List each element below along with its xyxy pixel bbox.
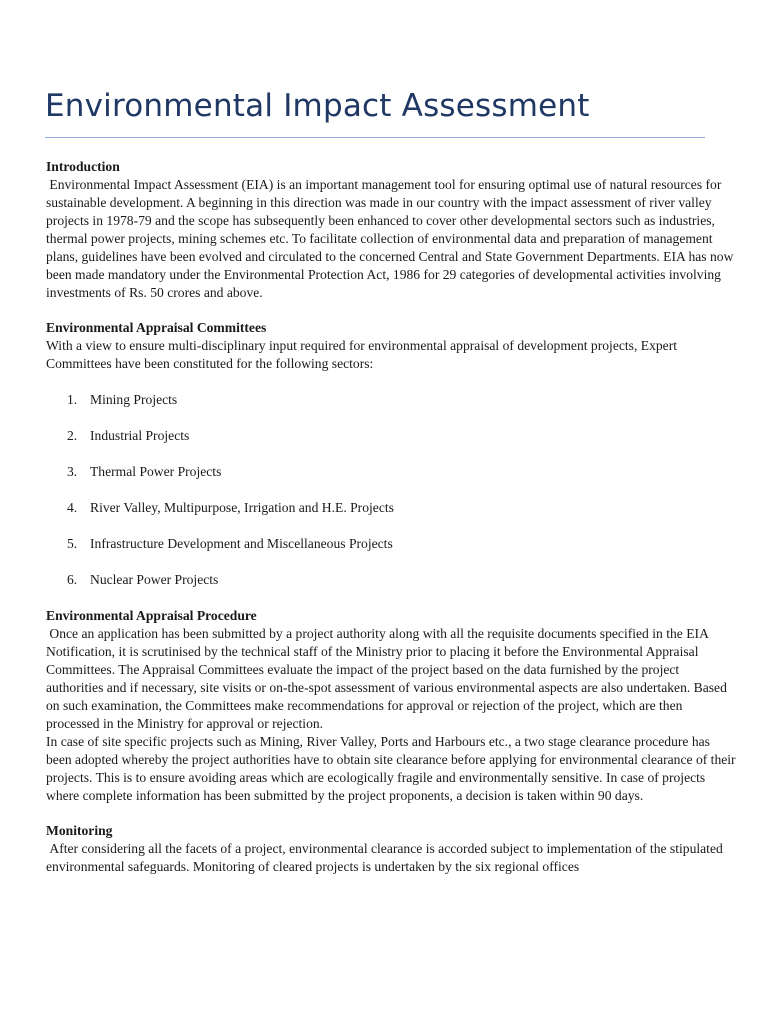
paragraph: Once an application has been submitted by a project authority along with all the requisite documents specified in the EIA Notification, it is scrutinised by the technical staff of the Ministry prior to placing it before the Environmental Appraisal Committees. The Appraisal Committees evaluate the impact of the project based on the data furnished by the project authorities and if necessary, site visits or on-the-spot assessment of various environmental aspects are also undertaken. Based on such examination, the Committees make recommendations for approval or rejection of the project, which are then processed in the Ministry for approval or rejection. — [46, 626, 727, 731]
paragraph: In case of site specific projects such as Mining, River Valley, Ports and Harbours etc., a two stage clearance procedure has been adopted whereby the project authorities have to obtain site clearance before applying for environmental clearance of their projects. This is to ensure avoiding areas which are ecologically fragile and environmentally sensitive. In case of projects where complete information has been submitted by the project proponents, a decision is taken within 90 days. — [46, 734, 736, 803]
section-heading: Introduction — [46, 159, 120, 174]
list-number: 2. — [67, 428, 78, 443]
paragraph: Environmental Impact Assessment (EIA) is an important management tool for ensuring optimal use of natural resources for sustainable development. A beginning in this direction was made in our country with the impact assessment of river valley projects in 1978-79 and the scope has subsequently been enhanced to cover other developmental sectors such as industries, thermal power projects, mining schemes etc. To facilitate collection of environmental data and preparation of management plans, guidelines have been evolved and circulated to the concerned Central and State Government Departments. EIA has now been made mandatory under the Environmental Protection Act, 1986 for 29 categories of developmental activities involving investments of Rs. 50 crores and above. — [46, 177, 734, 300]
list-item — [46, 427, 736, 445]
list-text: Industrial Projects — [90, 428, 190, 443]
list-text: Mining Projects — [90, 392, 178, 407]
list-number: 6. — [67, 572, 78, 587]
paragraph: With a view to ensure multi-disciplinary input required for environmental appraisal of development projects, Expert Committees have been constituted for the following sectors: — [46, 338, 677, 371]
section-heading: Monitoring — [46, 823, 113, 838]
list-number: 3. — [67, 464, 78, 479]
list-text: Thermal Power Projects — [90, 464, 222, 479]
section-appraisal-committees — [46, 319, 736, 589]
list-text: River Valley, Multipurpose, Irrigation and H.E. Projects — [90, 500, 394, 515]
list-item — [46, 535, 736, 553]
list-number: 5. — [67, 536, 78, 551]
list-text: Infrastructure Development and Miscellaneous Projects — [90, 536, 393, 551]
list-item — [46, 391, 736, 409]
list-text: Nuclear Power Projects — [90, 572, 219, 587]
list-item — [46, 499, 736, 517]
title-underline — [45, 137, 705, 138]
list-item — [46, 571, 736, 589]
section-introduction — [46, 158, 736, 302]
section-heading: Environmental Appraisal Procedure — [46, 608, 257, 623]
list-number: 4. — [67, 500, 78, 515]
section-monitoring — [46, 822, 736, 876]
document-title: Environmental Impact Assessment — [45, 88, 590, 124]
document-body — [46, 158, 736, 876]
list-item — [46, 463, 736, 481]
list-number: 1. — [67, 392, 78, 407]
sector-list — [46, 391, 736, 589]
section-heading: Environmental Appraisal Committees — [46, 320, 267, 335]
section-appraisal-procedure — [46, 607, 736, 805]
paragraph: After considering all the facets of a project, environmental clearance is accorded subject to implementation of the stipulated environmental safeguards. Monitoring of cleared projects is undertaken by the six regional offices — [46, 841, 723, 874]
